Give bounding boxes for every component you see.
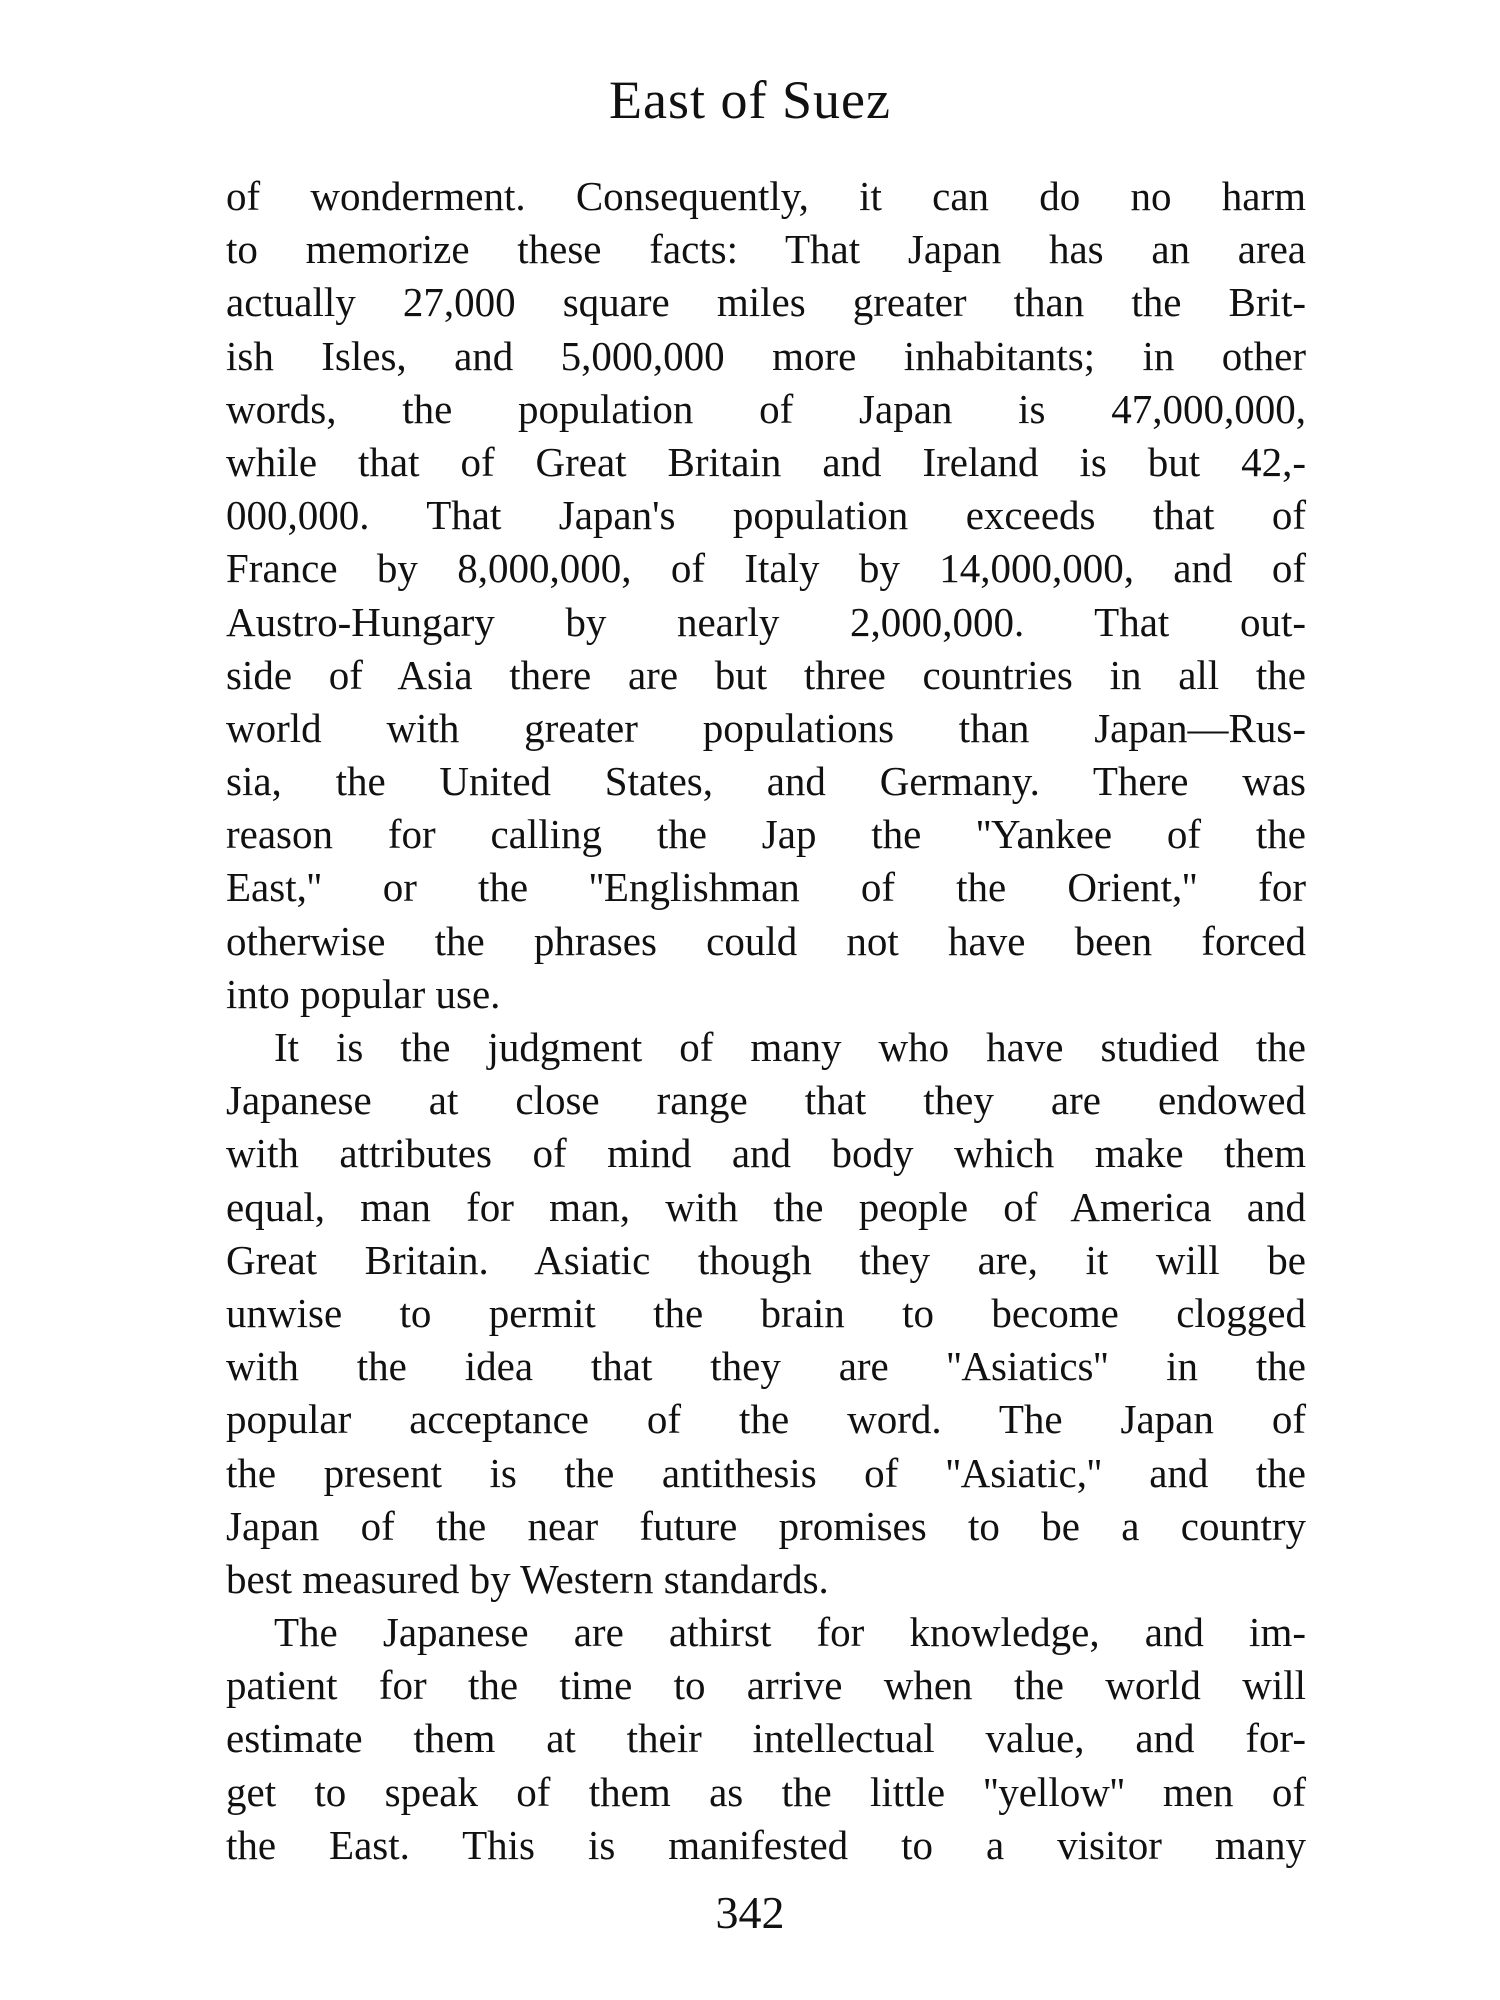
text-line: the present is the antithesis of ''Asiatic,'' and the (226, 1449, 1306, 1496)
text-line: with the idea that they are ''Asiatics'' in the (226, 1343, 1306, 1390)
text-line: the East. This is manifested to a visitor many (226, 1821, 1306, 1868)
text-line: to memorize these facts: That Japan has an area (226, 226, 1306, 273)
text-line: The Japanese are athirst for knowledge, and im- (274, 1609, 1306, 1656)
text-line: sia, the United States, and Germany. There was (226, 758, 1306, 805)
text-line: actually 27,000 square miles greater than the Brit- (226, 279, 1306, 326)
text-line: Austro-Hungary by nearly 2,000,000. That out- (226, 598, 1306, 645)
text-line: otherwise the phrases could not have been forced (226, 917, 1306, 964)
paragraph-2 (226, 1021, 1306, 1606)
text-line: estimate them at their intellectual value, and for- (226, 1715, 1306, 1762)
text-line: ish Isles, and 5,000,000 more inhabitants; in other (226, 332, 1306, 379)
page-number: 342 (715, 1887, 785, 1938)
text-line: 000,000. That Japan's population exceeds that of (226, 492, 1306, 539)
text-line: words, the population of Japan is 47,000,000, (226, 385, 1306, 432)
text-line: side of Asia there are but three countries in all the (226, 651, 1306, 698)
text-line: patient for the time to arrive when the world will (226, 1662, 1306, 1709)
text-line: Japan of the near future promises to be a country (226, 1502, 1306, 1549)
body-text (226, 170, 1306, 1872)
paragraph-1 (226, 170, 1306, 1021)
running-title: East of Suez (609, 70, 891, 130)
text-line: equal, man for man, with the people of America and (226, 1183, 1306, 1230)
text-line: with attributes of mind and body which make them (226, 1130, 1306, 1177)
text-line: best measured by Western standards. (226, 1555, 829, 1602)
text-line: world with greater populations than Japan—Rus- (226, 704, 1306, 751)
text-line: into popular use. (226, 970, 501, 1017)
text-line: It is the judgment of many who have studied the (274, 1024, 1306, 1070)
text-line: unwise to permit the brain to become clogged (226, 1289, 1306, 1336)
text-line: reason for calling the Jap the ''Yankee of the (226, 811, 1306, 858)
text-line: popular acceptance of the word. The Japan of (226, 1396, 1306, 1443)
text-line: Japanese at close range that they are endowed (226, 1077, 1306, 1124)
text-line: East,'' or the ''Englishman of the Orient,'' for (226, 864, 1306, 911)
text-line: get to speak of them as the little ''yellow'' men of (226, 1768, 1306, 1815)
paragraph-3 (226, 1606, 1306, 1872)
text-line: while that of Great Britain and Ireland is but 42,- (226, 438, 1306, 485)
text-line: Great Britain. Asiatic though they are, it will be (226, 1236, 1306, 1283)
text-line: of wonderment. Consequently, it can do no harm (226, 173, 1306, 219)
text-line: France by 8,000,000, of Italy by 14,000,000, and of (226, 545, 1306, 592)
